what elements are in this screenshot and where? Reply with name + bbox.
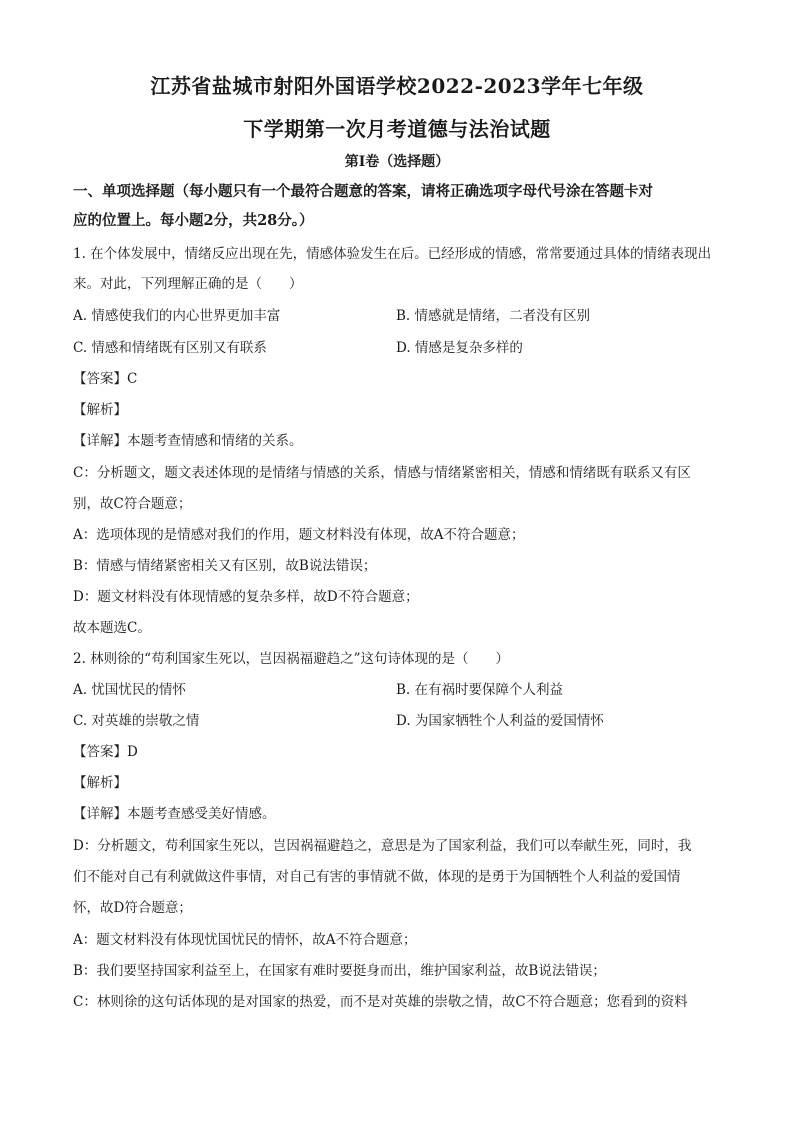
q2-explain-d-line3: 怀，故D符合题意； — [73, 900, 192, 916]
q2-answer: 【答案】D — [73, 744, 138, 760]
q1-option-b: B. 情感就是情绪，二者没有区别 — [396, 308, 591, 324]
document-title-line2: 下学期第一次月考道德与法治试题 — [243, 117, 551, 141]
q1-explain-b: B：情感与情绪紧密相关又有区别，故B说法错误； — [73, 558, 377, 574]
q1-option-d: D. 情感是复杂多样的 — [396, 340, 523, 356]
q1-analysis-label: 【解析】 — [73, 402, 127, 418]
q2-explain-b: B：我们要坚持国家利益至上，在国家有难时要挺身而出，维护国家利益，故B说法错误； — [73, 963, 606, 979]
q2-explain-a: A：题文材料没有体现忧国忧民的情怀，故A不符合题意； — [73, 932, 417, 948]
q1-stem-line1: 1. 在个体发展中，情绪反应出现在先，情感体验发生在后。已经形成的情感，常常要通过具体的情绪表现出 — [73, 246, 712, 262]
q2-option-a: A. 忧国忧民的情怀 — [73, 682, 186, 698]
q1-answer: 【答案】C — [73, 371, 138, 387]
q2-detail: 【详解】本题考查感受美好情感。 — [73, 806, 276, 822]
section-instruction-line2: 应的位置上。每小题2分，共28分。） — [73, 212, 314, 229]
q1-conclusion: 故本题选C。 — [73, 620, 151, 636]
q1-explain-c-line1: C：分析题文，题文表述体现的是情绪与情感的关系，情感与情绪紧密相关，情感和情绪既有联系又有区 — [73, 465, 691, 481]
q2-stem: 2. 林则徐的“苟利国家生死以，岂因祸福避趋之”这句诗体现的是（ ） — [73, 651, 509, 667]
q1-detail: 【详解】本题考查情感和情绪的关系。 — [73, 433, 303, 449]
q1-option-a: A. 情感使我们的内心世界更加丰富 — [73, 308, 281, 324]
q1-explain-c-line2: 别，故C符合题意； — [73, 496, 192, 512]
document-title-line1: 江苏省盐城市射阳外国语学校2022-2023学年七年级 — [150, 74, 644, 98]
q2-explain-d-line1: D：分析题文，苟利国家生死以，岂因祸福避趋之，意思是为了国家利益，我们可以奉献生死，同时，我 — [73, 838, 692, 854]
q2-option-d: D. 为国家牺牲个人利益的爱国情怀 — [396, 713, 604, 729]
q1-option-c: C. 情感和情绪既有区别又有联系 — [73, 340, 267, 356]
q1-explain-a: A：选项体现的是情感对我们的作用，题文材料没有体现，故A不符合题意； — [73, 527, 525, 543]
part-heading: 第Ⅰ卷（选择题） — [344, 154, 450, 170]
q2-analysis-label: 【解析】 — [73, 775, 127, 791]
q2-explain-d-line2: 们不能对自己有利就做这件事情，对自己有害的事情就不做，体现的是勇于为国牺牲个人利益的爱国情 — [73, 869, 681, 885]
section-instruction-line1: 一、单项选择题（每小题只有一个最符合题意的答案，请将正确选项字母代号涂在答题卡对 — [73, 183, 653, 200]
q2-option-c: C. 对英雄的崇敬之情 — [73, 713, 200, 729]
q2-option-b: B. 在有祸时要保障个人利益 — [396, 682, 564, 698]
q1-explain-d: D：题文材料没有体现情感的复杂多样，故D不符合题意； — [73, 589, 419, 605]
q1-stem-line2: 来。对此，下列理解正确的是（ ） — [73, 276, 303, 292]
q2-explain-c: C：林则徐的这句话体现的是对国家的热爱，而不是对英雄的崇敬之情，故C不符合题意；您看到的资料 — [73, 994, 688, 1010]
